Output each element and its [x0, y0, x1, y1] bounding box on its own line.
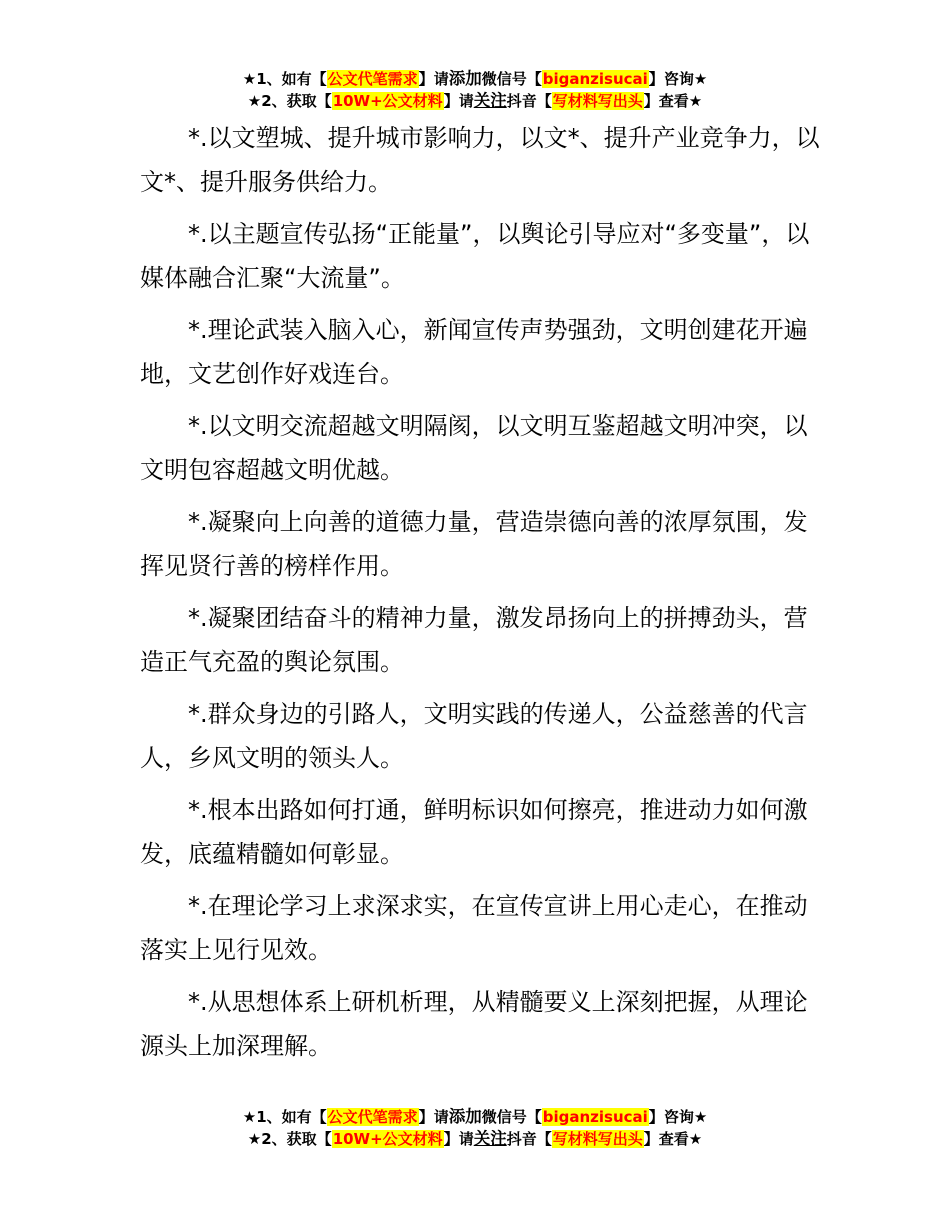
- footer-line-1-text: 请: [433, 1108, 449, 1126]
- star-icon: ★: [242, 1108, 257, 1126]
- paragraph: *.凝聚团结奋斗的精神力量，激发昂扬向上的拼搏劲头，营造正气充盈的舆论氛围。: [140, 604, 808, 676]
- footer-line-2-prefix: 获取: [286, 1130, 317, 1148]
- document-body: [140, 116, 830, 1076]
- footer-line-1-number: 1、: [256, 1108, 282, 1126]
- star-icon: ★: [247, 92, 262, 110]
- footer-line-2-text: 抖音: [506, 1130, 537, 1148]
- header-line-1-text: 微信号: [481, 70, 527, 88]
- footer-line-2-bracket: 】: [443, 1130, 459, 1148]
- header-line-2-bracket: 】: [643, 92, 659, 110]
- footer-line-2-bracket: 】: [643, 1130, 659, 1148]
- header-line-1-number: 1、: [256, 70, 282, 88]
- header-line-1-suffix: 咨询★: [663, 70, 708, 88]
- header-line-2-text: 抖音: [506, 92, 537, 110]
- paragraph: *.在理论学习上求深求实，在宣传宣讲上用心走心，在推动落实上见行见效。: [140, 892, 808, 964]
- footer-line-2-suffix: 查看★: [658, 1130, 703, 1148]
- header-line-1: [0, 68, 950, 90]
- paragraph: *.群众身边的引路人，文明实践的传递人，公益慈善的代言人，乡风文明的领头人。: [140, 700, 808, 772]
- header-line-2-bracket: 】: [443, 92, 459, 110]
- footer-line-2-bracket: 【: [316, 1130, 332, 1148]
- header-line-2-highlight-1: 10W+公文材料: [332, 92, 443, 110]
- star-icon: ★: [247, 1130, 262, 1148]
- header-line-2-bracket: 【: [316, 92, 332, 110]
- paragraph: *.凝聚向上向善的道德力量，营造崇德向善的浓厚氛围，发挥见贤行善的榜样作用。: [140, 508, 808, 580]
- footer-line-2-emphasis: 关注: [473, 1129, 507, 1148]
- header-line-1-bracket: 【: [526, 70, 542, 88]
- header-line-2-highlight-2: 写材料写出头: [552, 92, 643, 110]
- footer-banner: [0, 1106, 950, 1150]
- header-line-1-bracket: 】: [418, 70, 434, 88]
- header-line-2-number: 2、: [261, 92, 287, 110]
- header-line-1-bracket: 【: [311, 70, 327, 88]
- header-line-2: [0, 90, 950, 112]
- header-line-2-text: 请: [458, 92, 474, 110]
- paragraph: *.从思想体系上研机析理，从精髓要义上深刻把握，从理论源头上加深理解。: [140, 988, 808, 1060]
- footer-line-2: [0, 1128, 950, 1150]
- footer-line-1: [0, 1106, 950, 1128]
- header-line-1-highlight-1: 公文代笔需求: [327, 70, 418, 88]
- footer-line-1-text: 微信号: [481, 1108, 527, 1126]
- footer-line-1-bracket: 】: [648, 1108, 664, 1126]
- header-line-2-prefix: 获取: [286, 92, 317, 110]
- header-line-1-prefix: 如有: [281, 70, 312, 88]
- footer-line-1-bracket: 】: [418, 1108, 434, 1126]
- footer-line-1-emphasis: 添加: [448, 1107, 482, 1126]
- footer-line-2-highlight-1: 10W+公文材料: [332, 1130, 443, 1148]
- footer-line-1-prefix: 如有: [281, 1108, 312, 1126]
- header-line-2-suffix: 查看★: [658, 92, 703, 110]
- header-line-2-bracket: 【: [536, 92, 552, 110]
- footer-line-1-suffix: 咨询★: [663, 1108, 708, 1126]
- footer-line-2-highlight-2: 写材料写出头: [552, 1130, 643, 1148]
- header-line-1-bracket: 】: [648, 70, 664, 88]
- paragraph: *.根本出路如何打通，鲜明标识如何擦亮，推进动力如何激发，底蕴精髓如何彰显。: [140, 796, 808, 868]
- footer-line-1-bracket: 【: [311, 1108, 327, 1126]
- star-icon: ★: [242, 70, 257, 88]
- header-line-1-emphasis: 添加: [448, 69, 482, 88]
- header-banner: [0, 68, 950, 112]
- header-line-1-highlight-2: biganzisucai: [542, 70, 648, 88]
- footer-line-2-bracket: 【: [536, 1130, 552, 1148]
- header-line-1-text: 请: [433, 70, 449, 88]
- footer-line-1-bracket: 【: [526, 1108, 542, 1126]
- paragraph: *.以文明交流超越文明隔阂，以文明互鉴超越文明冲突，以文明包容超越文明优越。: [140, 412, 808, 484]
- paragraph: *.以文塑城、提升城市影响力，以文*、提升产业竞争力，以文*、提升服务供给力。: [140, 124, 820, 196]
- footer-line-1-highlight-1: 公文代笔需求: [327, 1108, 418, 1126]
- footer-line-2-text: 请: [458, 1130, 474, 1148]
- footer-line-2-number: 2、: [261, 1130, 287, 1148]
- paragraph: *.以主题宣传弘扬“正能量”，以舆论引导应对“多变量”，以媒体融合汇聚“大流量”。: [140, 220, 810, 292]
- paragraph: *.理论武装入脑入心，新闻宣传声势强劲，文明创建花开遍地，文艺创作好戏连台。: [140, 316, 808, 388]
- header-line-2-emphasis: 关注: [473, 91, 507, 110]
- footer-line-1-highlight-2: biganzisucai: [542, 1108, 648, 1126]
